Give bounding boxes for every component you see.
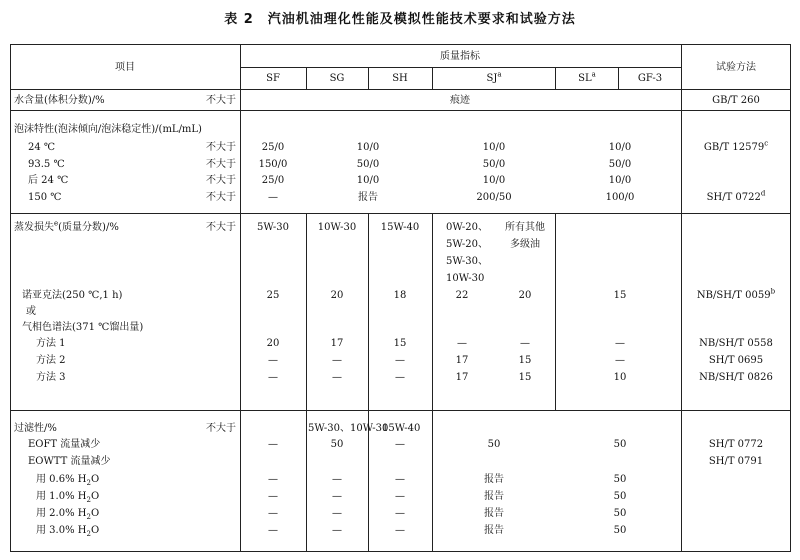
evap-sj-grade-2: 5W-20、 xyxy=(446,239,489,250)
gc-method-sj1: 17 xyxy=(455,372,469,383)
evap-bottom-rule xyxy=(10,410,791,411)
water-value: 痕迹 xyxy=(450,95,470,106)
gc-method-sj2: 15 xyxy=(518,355,532,366)
noack-label: 诺亚克法(250 ℃,1 h) xyxy=(22,290,123,301)
foam-row-sl-gf: 100/0 xyxy=(605,192,635,203)
water-dose-sh: — xyxy=(395,508,405,519)
header-item: 项目 xyxy=(115,62,135,73)
foam-label: 泡沫特性(泡沫倾向/泡沫稳定性)/(mL/mL) xyxy=(14,124,202,135)
grade-sl: $SL^a$ xyxy=(578,70,596,84)
water-dose-sh: — xyxy=(395,525,405,536)
header-method: 试验方法 xyxy=(716,62,756,73)
foam-method-1: GB/T 12579$^c$ xyxy=(703,139,769,153)
gc-method-sf: 20 xyxy=(266,338,280,349)
water-dose-sl: 50 xyxy=(613,491,627,502)
gc-method-sj2: 15 xyxy=(518,372,532,383)
gc-method-sg: — xyxy=(332,372,342,383)
noack-sl: 15 xyxy=(613,290,627,301)
water-dose-label: 用 3.0% $H_2O$ xyxy=(36,525,100,538)
water-dose-sf: — xyxy=(268,508,278,519)
water-dose-sg: — xyxy=(332,508,342,519)
water-bottom-rule xyxy=(10,110,791,111)
water-dose-label: 用 0.6% $H_2O$ xyxy=(36,474,100,487)
gc-method-sl: 10 xyxy=(613,372,627,383)
foam-row-sg-sh: 10/0 xyxy=(356,142,380,153)
eoft-sh: — xyxy=(395,439,405,450)
water-label: 水含量(体积分数)/% xyxy=(14,95,105,106)
header-quality: 质量指标 xyxy=(440,51,480,62)
filter-label: 过滤性/% xyxy=(14,423,57,434)
foam-row-sf: 150/0 xyxy=(258,159,288,170)
water-dose-sj: 报告 xyxy=(484,491,504,502)
grade-sh: SH xyxy=(392,73,408,84)
foam-row-sl-gf: 10/0 xyxy=(608,142,632,153)
water-dose-sg: — xyxy=(332,474,342,485)
grade-sj: $SJ^a$ xyxy=(486,70,502,84)
gc-method-sg: 17 xyxy=(330,338,344,349)
water-dose-sh: — xyxy=(395,474,405,485)
gc-method-sl: — xyxy=(615,355,625,366)
evap-sf-grade: 5W-30 xyxy=(256,222,290,233)
gc-method-sh: — xyxy=(395,355,405,366)
gc-method-sh: 15 xyxy=(393,338,407,349)
foam-row-limit: 不大于 xyxy=(206,175,236,186)
foam-row-sj: 10/0 xyxy=(482,175,506,186)
evap-sh-grade: 15W-40 xyxy=(380,222,420,233)
evap-sj-grade-3: 5W-30、 xyxy=(446,256,489,267)
foam-row-label: 24 ℃ xyxy=(28,142,56,153)
eoft-sf: — xyxy=(268,439,278,450)
foam-row-sj: 200/50 xyxy=(476,192,512,203)
foam-row-sf: — xyxy=(268,192,278,203)
water-dose-sj: 报告 xyxy=(484,508,504,519)
eoft-label: EOFT 流量减少 xyxy=(28,439,101,450)
gc-method-sj1: — xyxy=(457,338,467,349)
gc-method-sl: — xyxy=(615,338,625,349)
gc-method-sg: — xyxy=(332,355,342,366)
foam-row-sg-sh: 50/0 xyxy=(356,159,380,170)
water-dose-sj: 报告 xyxy=(484,474,504,485)
noack-sj2: 20 xyxy=(518,290,532,301)
foam-row-label: 150 ℃ xyxy=(28,192,62,203)
gc-method-sh: — xyxy=(395,372,405,383)
foam-row-sf: 25/0 xyxy=(261,142,285,153)
water-dose-sg: — xyxy=(332,491,342,502)
gc-label: 气相色谱法(371 ℃馏出量) xyxy=(22,322,144,333)
gc-method-test: NB/SH/T 0558 xyxy=(699,338,773,349)
evap-sg-grade: 10W-30 xyxy=(317,222,357,233)
gc-method-sf: — xyxy=(268,372,278,383)
eoft-sj: 50 xyxy=(487,439,501,450)
item-col-rule xyxy=(240,44,241,552)
foam-bottom-rule xyxy=(10,213,791,214)
water-dose-label: 用 2.0% $H_2O$ xyxy=(36,508,100,521)
or-text: 或 xyxy=(26,306,36,317)
foam-row-sj: 10/0 xyxy=(482,142,506,153)
gc-method-label: 方法 3 xyxy=(36,372,66,383)
noack-method: NB/SH/T 0059$^b$ xyxy=(696,287,776,301)
water-dose-sl: 50 xyxy=(613,508,627,519)
gc-method-sj1: 17 xyxy=(455,355,469,366)
gc-method-test: SH/T 0695 xyxy=(708,355,764,366)
foam-row-sl-gf: 50/0 xyxy=(608,159,632,170)
foam-row-limit: 不大于 xyxy=(206,142,236,153)
eoft-method: SH/T 0772 xyxy=(708,439,764,450)
foam-row-label: 后 24 ℃ xyxy=(28,175,69,186)
water-dose-sg: — xyxy=(332,525,342,536)
water-method: GB/T 260 xyxy=(712,95,760,106)
water-dose-sl: 50 xyxy=(613,474,627,485)
gc-method-sj2: — xyxy=(520,338,530,349)
method-col-rule xyxy=(681,44,682,552)
foam-row-sg-sh: 报告 xyxy=(358,192,378,203)
evap-sj-grade-4: 10W-30 xyxy=(446,273,485,284)
grade-gf3: GF-3 xyxy=(637,73,663,84)
eowtt-method: SH/T 0791 xyxy=(708,456,764,467)
noack-sf: 25 xyxy=(266,290,280,301)
evap-sj-grade-1: 0W-20、 xyxy=(446,222,489,233)
water-dose-sh: — xyxy=(395,491,405,502)
foam-method-2: SH/T 0722$^d$ xyxy=(706,189,766,203)
gc-method-test: NB/SH/T 0826 xyxy=(699,372,773,383)
gc-method-sf: — xyxy=(268,355,278,366)
foam-row-sj: 50/0 xyxy=(482,159,506,170)
water-dose-label: 用 1.0% $H_2O$ xyxy=(36,491,100,504)
water-dose-sf: — xyxy=(268,491,278,502)
filter-sg-grade: 5W-30、10W-30 xyxy=(308,423,389,434)
gc-method-label: 方法 1 xyxy=(36,338,66,349)
foam-row-sl-gf: 10/0 xyxy=(608,175,632,186)
table-title: 表 2 汽油机油理化性能及模拟性能技术要求和试验方法 xyxy=(224,12,576,27)
evap-limit: 不大于 xyxy=(206,222,236,233)
grade-sg: SG xyxy=(329,73,345,84)
filter-sh-grade: 15W-40 xyxy=(382,423,421,434)
water-dose-sf: — xyxy=(268,525,278,536)
eowtt-label: EOWTT 流量减少 xyxy=(28,456,111,467)
noack-sh: 18 xyxy=(393,290,407,301)
grade-sf: SF xyxy=(266,73,280,84)
noack-sg: 20 xyxy=(330,290,344,301)
foam-row-sf: 25/0 xyxy=(261,175,285,186)
noack-sj1: 22 xyxy=(455,290,469,301)
foam-row-label: 93.5 ℃ xyxy=(28,159,65,170)
evap-sj-other-1: 所有其他 xyxy=(505,222,545,233)
eoft-sg: 50 xyxy=(330,439,344,450)
water-dose-sf: — xyxy=(268,474,278,485)
foam-row-sg-sh: 10/0 xyxy=(356,175,380,186)
header-bottom-rule xyxy=(10,89,791,90)
water-dose-sl: 50 xyxy=(613,525,627,536)
evap-label: 蒸发损失$^e$(质量分数)/% xyxy=(14,219,119,233)
water-dose-sj: 报告 xyxy=(484,525,504,536)
eoft-sl: 50 xyxy=(613,439,627,450)
filter-limit: 不大于 xyxy=(206,423,236,434)
gc-method-label: 方法 2 xyxy=(36,355,66,366)
foam-row-limit: 不大于 xyxy=(206,159,236,170)
evap-sj-other-2: 多级油 xyxy=(510,239,540,250)
water-limit: 不大于 xyxy=(206,95,236,106)
foam-row-limit: 不大于 xyxy=(206,192,236,203)
